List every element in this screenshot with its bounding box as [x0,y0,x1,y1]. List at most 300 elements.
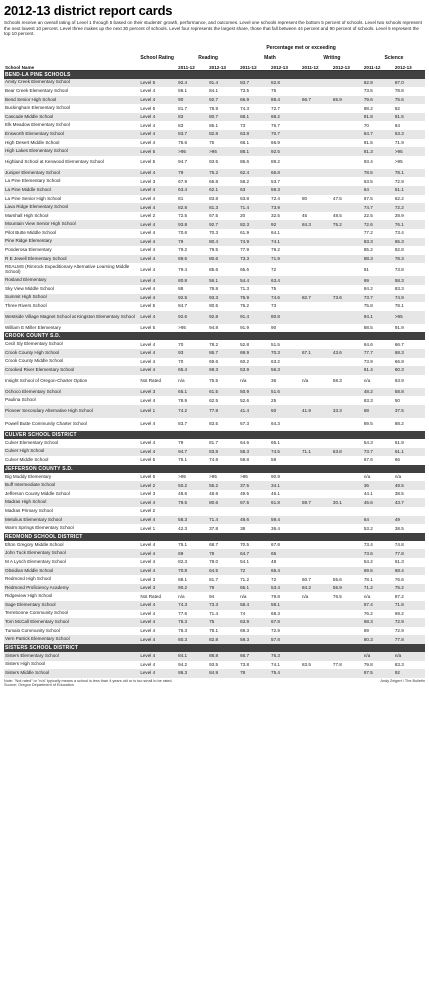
score-cell: 70.3 [209,230,219,236]
school-name-cell: Lava Ridge Elementary School [4,203,139,212]
score-cell: 41.4 [239,405,270,418]
school-name-cell: Culver Middle School [5,456,49,462]
score-cell: 79.5 [209,247,219,253]
score-cell: 82.8 [363,79,394,88]
score-cell: 67.6 [363,457,373,463]
score-cell: 66.7 [239,652,270,661]
table-row [4,366,425,375]
school-rating-cell: Level 4 [139,113,177,122]
score-cell: 64.3 [271,421,280,427]
score-cell [332,169,363,178]
score-cell: 20 [240,213,246,219]
school-rating-cell: Level 5 [140,159,156,165]
score-cell [301,113,332,122]
score-cell [239,507,270,516]
score-cell: 78.1 [394,303,404,309]
school-name-cell: Powell Butte Community Charter School [5,421,87,426]
table-row [4,349,425,358]
score-cell: 85.2 [363,247,373,253]
score-cell: 84.7 [363,130,394,139]
school-rating-cell: Level 4 [140,286,156,292]
score-cell: 73.9 [363,358,373,364]
score-cell [332,388,363,397]
score-cell: 73.3 [208,601,239,610]
school-rating-cell: Level 4 [140,266,156,272]
score-cell: 84.9 [208,669,239,678]
score-cell: 88.3 [363,255,394,264]
score-cell: 64.6 [240,440,250,446]
score-cell: n/a [394,473,402,479]
score-cell [332,456,363,465]
score-cell: n/a [301,378,309,384]
school-name-cell: Sisters Elementary School [4,652,139,661]
school-rating-cell: Level 4 [139,130,177,139]
table-row [4,473,425,482]
score-cell: 54.3 [363,440,373,446]
score-cell: 66.8 [270,169,301,178]
score-cell: 93.5 [209,661,219,667]
score-cell: 79.8 [363,661,373,667]
score-cell: 74.8 [394,542,404,548]
school-rating-cell: Level 4 [139,652,177,661]
score-cell: 81.5 [394,113,425,122]
score-cell: 72.9 [394,628,404,634]
score-cell: 66.9 [394,358,404,364]
score-cell: 80 [301,195,308,201]
score-cell: 72 [239,567,270,576]
score-cell [301,340,332,349]
school-rating-cell: Level 4 [140,358,156,364]
score-cell: 36 [363,481,394,490]
score-cell: 53.3 [394,130,425,139]
school-name-cell: Warm Springs Elementary School [5,525,74,531]
score-cell: 70.7 [270,130,301,139]
score-cell [332,156,363,169]
school-rating-cell: Level 4 [139,169,177,178]
score-cell: 52.8 [240,341,250,347]
table-row [4,375,425,388]
score-cell [332,490,363,499]
score-cell: 50 [270,405,301,418]
score-cell: 32.5 [271,213,280,219]
school-name-cell: Pine Ridge Elementary [4,238,139,247]
score-cell: 76.2 [240,303,250,309]
score-cell: 74.7 [363,203,394,212]
score-cell: 68.3 [394,349,425,358]
score-cell: 53.7 [271,178,280,184]
score-cell: 84.1 [177,652,208,661]
score-cell [301,156,332,169]
score-cell: 93 [177,349,208,358]
school-name-cell: Sisters High School [5,661,46,667]
score-cell: 80.6 [208,255,239,264]
score-cell: 64.7 [239,549,270,558]
school-rating-cell: Level 4 [140,341,156,347]
score-cell [332,255,363,264]
school-rating-cell: Level 4 [140,542,156,548]
score-cell: 74.5 [270,448,301,457]
score-cell: 38 [240,525,246,531]
score-cell: 50 [394,397,400,403]
score-cell: 78.3 [394,255,425,264]
score-cell: 74.3 [240,105,250,111]
score-cell [332,113,363,122]
score-cell: 72.4 [271,195,280,201]
score-cell: 57.8 [270,635,301,644]
score-cell [332,567,363,576]
score-cell: 67.5 [363,195,373,201]
score-cell: 77.8 [394,635,425,644]
district-name: REDMOND SCHOOL DISTRICT [4,533,425,541]
school-rating-cell: Level 4 [139,311,177,324]
score-cell: 93.4 [363,159,373,165]
score-cell: n/a [301,593,309,599]
score-cell: 63.9 [394,378,404,384]
score-cell: 44.1 [363,491,373,497]
score-cell [301,610,332,619]
score-cell: 76.2 [363,610,373,616]
score-cell: 86.7 [208,349,239,358]
score-cell: 72.9 [394,618,425,627]
score-cell: 71.2 [240,576,250,582]
score-cell: 78.0 [209,559,219,565]
score-cell: 83.3 [363,397,373,403]
table-row [4,130,425,139]
school-rating-cell: Level 4 [139,203,177,212]
score-cell: 61.4 [363,366,394,375]
score-cell: 30.1 [332,498,363,507]
school-rating-cell: Level 1 [140,525,156,531]
score-cell: 73.4 [363,542,373,548]
score-cell: 82.8 [208,635,239,644]
score-cell: 84.1 [209,88,219,94]
score-cell: 69.9 [239,349,270,358]
school-rating-cell: Level 4 [139,220,177,229]
score-cell: 88.5 [363,325,373,331]
score-cell: 48 [271,559,277,565]
score-cell: 80.4 [208,238,239,247]
score-cell [332,366,363,375]
school-name-cell: Sky View Middle School [5,285,54,291]
score-cell: 79.2 [178,247,188,253]
score-cell: 63.8 [332,448,363,457]
score-cell: 67.8 [271,542,280,548]
school-rating-cell: Level 4 [140,559,156,565]
score-cell: 71.4 [208,516,239,525]
school-name-cell: Redmond Proficiency Academy [4,584,139,593]
score-cell: 65.1 [271,440,280,446]
score-cell: 66 [394,457,400,463]
school-name-cell: Ridgeview High School [5,593,53,599]
score-cell: n/a [363,473,371,479]
score-cell: 87.2 [394,593,404,599]
score-cell: 78.9 [209,105,219,111]
table-row [4,498,425,507]
school-name-cell: Bend Senior High School [4,96,139,105]
score-cell: 82.3 [239,220,270,229]
score-cell: 86.3 [177,669,208,678]
score-cell: 48.6 [239,516,270,525]
score-cell: 74.2 [177,405,208,418]
subject-header-writing: Writing [323,55,341,61]
score-cell: 53.9 [239,366,270,375]
score-cell: 59.3 [270,186,301,195]
score-cell: 73.5 [363,88,373,94]
score-cell: 78.1 [363,576,373,582]
school-rating-cell: Level 5 [139,79,177,88]
score-cell: 38.5 [394,525,404,531]
score-cell [332,418,363,431]
score-cell: 47.5 [332,195,342,201]
score-cell: 74.9 [239,238,270,247]
score-cell: 62.2 [394,195,404,201]
score-cell [301,324,332,333]
score-cell: 68.3 [363,618,394,627]
school-name-cell: Insight School of Oregon-Charter Option [5,377,88,383]
score-cell: 58.3 [239,448,270,457]
score-cell: 69 [363,276,394,285]
score-cell [301,627,332,636]
score-cell: 80.5 [209,303,219,309]
score-cell: >95 [178,325,186,331]
school-name-cell: Crooked River Elementary School [4,366,139,375]
school-name-cell: La Pine Elementary School [5,178,61,184]
score-cell: 80.3 [177,635,208,644]
score-cell: 51.6 [270,388,301,397]
score-cell [301,147,332,156]
score-cell: 78.8 [394,88,404,94]
school-name-cell: John Tuck Elementary School [4,549,139,558]
score-cell: 69 [363,628,369,634]
score-cell [332,507,363,516]
table-row [4,610,425,619]
school-rating-cell: Level 4 [140,88,156,94]
school-rating-cell: Level 4 [140,628,156,634]
score-cell: 75.5 [209,378,219,384]
table-row [4,558,425,567]
school-name-cell: Culver Elementary School [5,439,59,445]
score-cell: 68.1 [239,113,270,122]
score-cell [332,549,363,558]
score-cell: 71.4 [239,203,270,212]
score-cell: 75 [271,88,277,94]
school-rating-cell: Level 3 [140,178,156,184]
district-section-header [4,465,425,473]
score-cell: 87.5 [363,669,394,678]
score-cell: 45 [301,213,308,219]
table-row [4,507,425,516]
school-name-cell: Culver High School [4,448,139,457]
score-cell [332,203,363,212]
score-cell: 64.6 [363,341,373,347]
school-rating-cell: Level 4 [139,618,177,627]
table-row [4,396,425,405]
score-cell: 92.7 [208,220,239,229]
school-name-cell: Rosland Elementary [4,276,139,285]
score-cell [332,177,363,186]
school-rating-cell: Level 4 [140,421,156,427]
school-name-cell: Ochoco Elementary School [4,388,139,397]
district-section-header [4,533,425,541]
score-cell [301,567,332,576]
score-cell: 83.7 [177,130,208,139]
table-row [4,601,425,610]
school-rating-cell: Level 4 [139,669,177,678]
score-cell: 88.1 [239,147,270,156]
score-cell: 86.6 [240,159,250,165]
score-cell: 71.4 [209,610,219,616]
school-rating-cell: Level 4 [140,661,156,667]
score-cell: 75.1 [178,457,188,463]
score-cell: 89.5 [363,421,373,427]
score-cell [301,139,332,148]
table-row [4,113,425,122]
score-cell: 82.8 [177,203,208,212]
score-cell: 90 [271,325,277,331]
score-cell: 22.5 [363,213,373,219]
score-cell: 36 [271,378,277,384]
score-cell: 77.8 [394,549,425,558]
score-cell: >95 [177,147,208,156]
school-name-cell: Terrebonne Community School [5,610,69,616]
school-rating-cell: Level 4 [140,139,156,145]
score-cell [301,558,332,567]
score-cell: 70.6 [178,230,188,236]
school-rating-cell: Level 4 [139,448,177,457]
table-row [4,186,425,195]
school-name-cell: Obsidian Middle School [4,567,139,576]
score-cell: >95 [394,311,425,324]
score-cell [301,87,332,96]
score-cell [301,302,332,311]
school-name-cell: Jefferson County Middle School [5,490,70,496]
table-row [4,661,425,670]
score-cell: 48.6 [178,491,188,497]
school-rating-cell: Level 4 [140,230,156,236]
score-cell: 94.2 [178,661,188,667]
score-cell: 58.2 [240,178,250,184]
score-cell: 75 [209,139,215,145]
year-header: 2011-12 [177,61,208,70]
credit: Andy Zeigert / The Bulletin [380,678,425,683]
score-cell: 73.6 [332,294,363,303]
year-header: 2012-13 [208,61,239,70]
year-header: 2011-12 [363,61,394,70]
score-cell: 93.8 [177,220,208,229]
score-cell: n/a [363,593,371,599]
score-cell: 69.3 [240,628,250,634]
score-cell: 78 [239,669,270,678]
school-rating-cell: Level 4 [139,366,177,375]
score-cell: 73.3 [239,255,270,264]
score-cell: >95 [394,159,403,165]
table-row [4,294,425,303]
table-row [4,139,425,148]
table-row [4,255,425,264]
school-rating-cell: Level 1 [139,405,177,418]
district-section-header [4,332,425,340]
score-cell: 78.2 [209,341,219,347]
score-cell [332,147,363,156]
score-cell: 48.5 [332,213,342,219]
score-cell [177,507,208,516]
score-cell [301,203,332,212]
table-row [4,246,425,255]
score-cell: 59.7 [301,498,332,507]
score-cell: 81 [178,195,184,201]
year-header: 2011-12 [301,61,332,70]
score-cell [301,311,332,324]
score-cell [332,669,363,678]
school-rating-cell: Level 4 [139,96,177,105]
score-cell: 88.2 [271,159,280,165]
score-cell: 69 [177,549,208,558]
score-cell: 71.9 [394,139,404,145]
score-cell: 48.8 [209,491,219,497]
score-cell [332,524,363,533]
table-row [4,220,425,229]
score-cell: 58.3 [394,276,425,285]
school-rating-cell: Level 5 [140,457,156,463]
score-cell: 76.3 [270,652,301,661]
score-cell: 91.4 [239,311,270,324]
score-cell: 88.2 [394,421,404,427]
score-cell: 81.3 [208,203,239,212]
score-cell [270,507,301,516]
score-cell: 72.9 [271,628,280,634]
score-cell: 38.5 [394,491,404,497]
table-row [4,490,425,499]
score-cell: 43.6 [332,349,363,358]
score-cell: 81.7 [178,105,188,111]
score-cell: 70.3 [270,349,301,358]
school-name-cell: Highland School at Kenwood Elementary School [5,158,104,164]
score-cell: 94.7 [178,159,188,165]
score-cell [301,121,332,130]
score-cell: 54.2 [363,559,373,565]
score-cell: 75 [208,618,239,627]
score-cell [332,246,363,255]
school-name-cell: Big Muddy Elementary [5,473,52,479]
school-name-header: School Name [4,61,139,70]
score-cell [301,618,332,627]
score-cell: 43.7 [394,498,425,507]
score-cell: 73.8 [394,266,404,272]
score-cell: 48.2 [363,388,394,397]
score-cell: 50.2 [177,481,208,490]
score-cell: 71.2 [363,584,394,593]
score-cell: 58.4 [239,601,270,610]
score-cell: 67.5 [239,498,270,507]
score-cell [332,558,363,567]
score-cell: 63.2 [271,358,280,364]
score-cell: 82 [394,105,400,111]
score-cell [332,396,363,405]
school-name-cell: R E Jewell Elementary School [4,255,139,264]
table-row [4,418,425,431]
score-cell [332,473,363,482]
district-section-header [4,644,425,652]
score-cell: 83.7 [239,79,270,88]
score-cell: 58.1 [270,601,301,610]
score-cell: 78.1 [394,169,425,178]
school-rating-cell: Level 4 [139,516,177,525]
table-row [4,388,425,397]
score-cell [301,358,332,367]
score-cell: 49.5 [394,481,425,490]
school-rating-cell: Not Rated [140,378,161,384]
score-cell: 61.1 [394,448,425,457]
